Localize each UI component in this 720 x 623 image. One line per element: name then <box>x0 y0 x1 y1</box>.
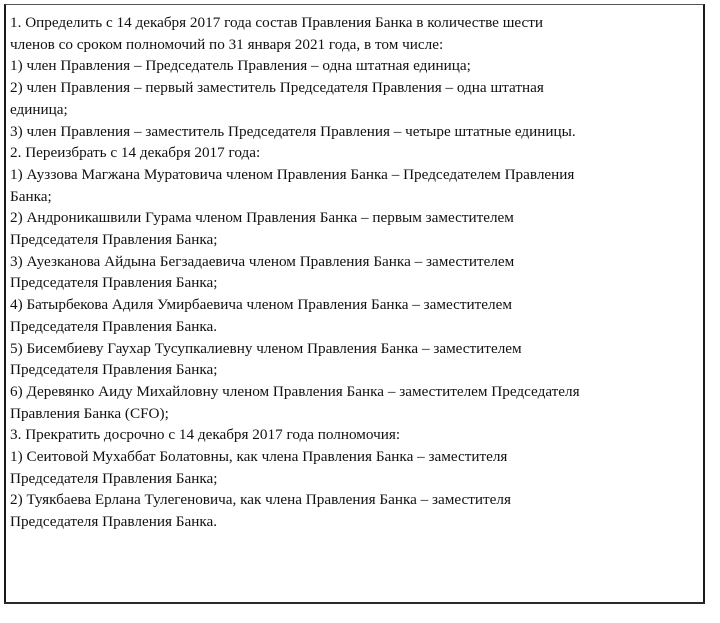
text-line: 6) Деревянко Аиду Михайловну членом Правления Банка – заместителем Председателя <box>10 382 580 400</box>
text-line: Банка; <box>10 187 52 205</box>
text-line: членов со сроком полномочий по 31 января 2021 года, в том числе: <box>10 35 444 53</box>
text-line: 2) член Правления – первый заместитель Председателя Правления – одна штатная <box>10 79 544 97</box>
text-line: 5) Бисембиеву Гаухар Тусупкалиевну членом Правления Банка – заместителем <box>10 339 522 357</box>
text-line: 1. Определить с 14 декабря 2017 года состав Правления Банка в количестве шести <box>10 14 544 31</box>
text-line: Председателя Правления Банка; <box>10 361 218 379</box>
table-bottom-border <box>4 602 705 604</box>
text-line: 2) Туякбаева Ерлана Тулегеновича, как члена Правления Банка – заместителя <box>10 491 511 509</box>
text-line: 3) Ауезканова Айдына Бегзадаевича членом Правления Банка – заместителем <box>10 252 515 270</box>
text-line: Правления Банка (CFO); <box>10 404 169 422</box>
text-line: 3) член Правления – заместитель Председателя Правления – четыре штатные единицы. <box>10 122 576 140</box>
text-line: Председателя Правления Банка; <box>10 469 218 487</box>
text-line: Председателя Правления Банка. <box>10 317 218 335</box>
text-line: 2) Андроникашвили Гурама членом Правления Банка – первым заместителем <box>10 209 514 227</box>
text-line: 1) Сеитовой Мухаббат Болатовны, как члена Правления Банка – заместителя <box>10 448 508 466</box>
text-line: Председателя Правления Банка. <box>10 513 218 531</box>
text-line: 1) член Правления – Председатель Правления – одна штатная единица; <box>10 57 471 75</box>
resolution-text <box>10 12 700 533</box>
text-line: Председателя Правления Банка; <box>10 231 218 249</box>
text-line: единица; <box>10 100 68 118</box>
text-line: 2. Переизбрать с 14 декабря 2017 года: <box>10 144 261 162</box>
text-line: 3. Прекратить досрочно с 14 декабря 2017 года полномочия: <box>10 426 401 444</box>
text-line: 4) Батырбекова Адиля Умирбаевича членом Правления Банка – заместителем <box>10 296 512 314</box>
text-line: Председателя Правления Банка; <box>10 274 218 292</box>
text-line: 1) Ауззова Магжана Муратовича членом Правления Банка – Председателем Правления <box>10 165 575 183</box>
